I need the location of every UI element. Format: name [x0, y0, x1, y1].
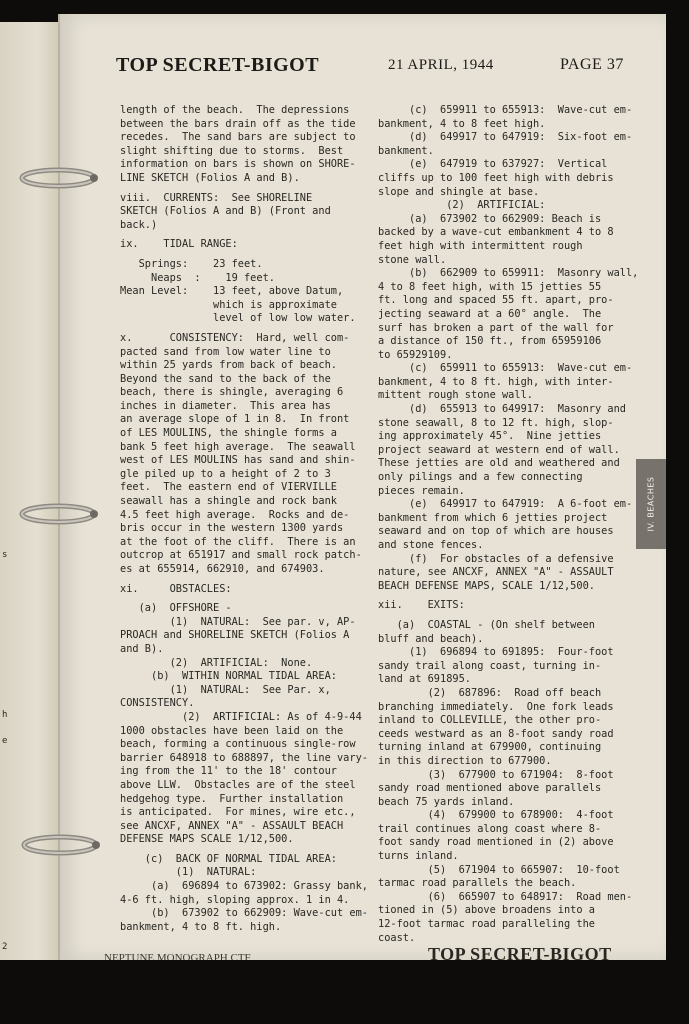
text-line: trail continues along coast where 8- — [378, 822, 602, 835]
text-line: stone seawall, 8 to 12 ft. high, slop- — [378, 416, 614, 429]
text-line: (1) NATURAL: See Par. x, — [120, 683, 331, 696]
text-line: above LLW. Obstacles are of the steel — [120, 778, 356, 791]
text-line: feet high with intermittent rough — [378, 239, 583, 252]
text-line: (1) 696894 to 691895: Four-foot — [378, 646, 614, 659]
text-line: (2) ARTIFICIAL: — [378, 199, 546, 212]
text-line: stone wall. — [378, 253, 447, 266]
text-line: information on bars is shown on SHORE- — [120, 158, 356, 171]
text-line: (e) 649917 to 647919: A 6-foot em- — [378, 498, 633, 511]
text-line: jecting seaward at a 60° angle. The — [378, 307, 602, 320]
text-line: ft. long and spaced 55 ft. apart, pro- — [378, 294, 614, 307]
text-line: 12-foot tarmac road paralleling the — [378, 918, 595, 931]
text-line: (1) NATURAL: — [120, 866, 257, 879]
text-line: and stone fences. — [378, 539, 484, 551]
text-line: turning inland at 679900, continuing — [378, 741, 602, 754]
text-line: barrier 648918 to 688897, the line vary- — [120, 751, 368, 764]
text-line: (f) For obstacles of a defensive — [378, 552, 614, 565]
text-line: PROACH and SHORELINE SKETCH (Folios A — [120, 629, 350, 642]
text-line: (3) 677900 to 671904: 8-foot — [378, 768, 614, 781]
text-line: sandy road mentioned above parallels — [378, 782, 602, 795]
text-line: bankment. — [378, 144, 434, 157]
text-line: (2) 687896: Road off beach — [378, 686, 602, 699]
text-line: ing approximately 45°. Nine jetties — [378, 430, 602, 443]
text-line: ix. TIDAL RANGE: — [120, 238, 238, 251]
text-line: CONSISTENCY. — [120, 697, 195, 710]
text-line: tioned in (5) above broadens into a — [378, 904, 595, 917]
text-line: slight shifting due to storms. Best — [120, 144, 344, 157]
text-line: hedgehog type. Further installation — [120, 792, 344, 805]
text-line: (b) WITHIN NORMAL TIDAL AREA: — [120, 670, 337, 683]
text-line: foot sandy road mentioned in (2) above — [378, 836, 614, 849]
text-line: (a) OFFSHORE - — [120, 602, 232, 615]
page-number: PAGE 37 — [560, 56, 624, 73]
text-line: seawall has a shingle and rock bank — [120, 495, 337, 508]
text-line: (c) BACK OF NORMAL TIDAL AREA: — [120, 852, 337, 865]
footer-note: NEPTUNE MONOGRAPH CTF — [104, 952, 251, 960]
text-line: recedes. The sand bars are subject to — [120, 131, 356, 144]
text-line: between the bars drain off as the tide — [120, 117, 356, 130]
text-line: (5) 671904 to 665907: 10-foot — [378, 863, 620, 876]
text-column-left — [120, 104, 366, 934]
text-line: in this direction to 677900. — [378, 754, 552, 767]
text-line: (2) ARTIFICIAL: As of 4-9-44 — [120, 710, 362, 723]
text-line: DEFENSE MAPS SCALE 1/12,500. — [120, 833, 294, 846]
page-fragment: 2 — [2, 942, 8, 952]
text-line: (a) 673902 to 662909: Beach is — [378, 212, 602, 225]
text-line: turns inland. — [378, 850, 459, 863]
text-line: west of LES MOULINS has sand and shin- — [120, 454, 356, 467]
text-line: xii. EXITS: — [378, 599, 465, 612]
text-line: (2) ARTIFICIAL: None. — [120, 656, 313, 669]
text-line: 4-6 ft. high, sloping approx. 1 in 4. — [120, 893, 350, 906]
text-line: (b) 662909 to 659911: Masonry wall, — [378, 267, 639, 280]
text-line: bankment, 4 to 8 feet high. — [378, 117, 546, 130]
text-line: (a) COASTAL - (On shelf between — [378, 618, 595, 631]
page-fragment: h — [2, 710, 8, 720]
text-line: cliffs up to 100 feet high with debris — [378, 171, 614, 184]
text-line: see ANCXF, ANNEX "A" - ASSAULT BEACH — [120, 819, 344, 832]
text-line: (6) 665907 to 648917: Road men- — [378, 890, 633, 903]
text-line: coast. — [378, 931, 416, 944]
text-line: beach, there is shingle, averaging 6 — [120, 386, 344, 399]
page-fragment: e — [2, 736, 8, 746]
text-line: Neaps : 19 feet. — [120, 271, 275, 284]
text-line: of LES MOULINS, the shingle forms a — [120, 427, 337, 440]
text-line: ing from the 11' to the 18' contour — [120, 765, 337, 778]
text-line: Springs: 23 feet. — [120, 257, 263, 270]
text-line: pacted sand from low water line to — [120, 345, 331, 358]
text-line: inland to COLLEVILLE, the other pro- — [378, 714, 602, 727]
text-line: These jetties are old and weathered and — [378, 457, 620, 470]
text-line: bluff and beach). — [378, 632, 484, 645]
text-line: inches in diameter. This area has — [120, 399, 331, 412]
text-line: only pilings and a few connecting — [378, 471, 583, 484]
page-footer — [60, 944, 666, 960]
section-tab-label: IV. BEACHES — [646, 476, 656, 532]
text-line: tarmac road parallels the beach. — [378, 877, 577, 890]
text-line: (a) 696894 to 673902: Grassy bank, — [120, 880, 368, 893]
text-line: (e) 647919 to 637927: Vertical — [378, 158, 608, 171]
text-line: BEACH DEFENSE MAPS, SCALE 1/12,500. — [378, 579, 595, 592]
text-line: x. CONSISTENCY: Hard, well com- — [120, 331, 350, 344]
text-line: gle piled up to a height of 2 to 3 — [120, 467, 331, 480]
text-line: viii. CURRENTS: See SHORELINE — [120, 191, 313, 204]
text-line: (4) 679900 to 678900: 4-foot — [378, 809, 614, 822]
text-line: (b) 673902 to 662909: Wave-cut em- — [120, 907, 368, 920]
text-line: (d) 655913 to 649917: Masonry and — [378, 403, 626, 416]
text-line: a distance of 150 ft., from 65959106 — [378, 335, 602, 348]
text-line: bankment from which 6 jetties project — [378, 511, 608, 524]
text-line: pieces remain. — [378, 484, 465, 497]
text-line: seaward and on top of which are houses — [378, 525, 614, 538]
text-line: and B). — [120, 642, 164, 655]
text-line: bankment, 4 to 8 ft. high, with inter- — [378, 375, 614, 388]
text-line: surf has broken a part of the wall for — [378, 321, 614, 334]
text-line: slope and shingle at base. — [378, 185, 540, 198]
text-line: level of low low water. — [120, 312, 356, 325]
text-line: (d) 649917 to 647919: Six-foot em- — [378, 131, 633, 144]
text-line: (c) 659911 to 655913: Wave-cut em- — [378, 104, 633, 116]
text-line: Mean Level: 13 feet, above Datum, — [120, 285, 344, 298]
page-header — [60, 54, 666, 84]
section-tab[interactable] — [636, 459, 666, 549]
text-line: LINE SKETCH (Folios A and B). — [120, 171, 300, 184]
text-line: which is approximate — [120, 298, 337, 311]
text-line: beach, forming a continuous single-row — [120, 738, 356, 751]
text-line: es at 655914, 662910, and 674903. — [120, 563, 325, 575]
text-line: an average slope of 1 in 8. In front — [120, 413, 350, 426]
previous-page-edge — [0, 22, 62, 960]
text-line: ceeds westward as an 8-foot sandy road — [378, 727, 614, 740]
text-line: (c) 659911 to 655913: Wave-cut em- — [378, 362, 633, 375]
footer-classification: TOP SECRET-BIGOT — [428, 944, 612, 960]
text-line: branching immediately. One fork leads — [378, 700, 614, 713]
text-line: back.) — [120, 218, 158, 231]
text-line: feet. The eastern end of VIERVILLE — [120, 481, 337, 494]
text-line: within 25 yards from back of beach. — [120, 359, 337, 372]
document-page — [58, 14, 666, 960]
text-line: bank 5 feet high average. The seawall — [120, 440, 356, 453]
text-line: project seaward at western end of wall. — [378, 443, 620, 456]
text-line: SKETCH (Folios A and B) (Front and — [120, 205, 331, 218]
text-line: at the foot of the cliff. There is an — [120, 535, 356, 548]
text-line: is anticipated. For mines, wire etc., — [120, 806, 356, 819]
text-line: backed by a wave-cut embankment 4 to 8 — [378, 226, 614, 239]
text-line: 4 to 8 feet high, with 15 jetties 55 — [378, 280, 602, 293]
text-column-right — [378, 104, 639, 945]
text-line: Beyond the sand to the back of the — [120, 372, 331, 385]
text-line: 4.5 feet high average. Rocks and de- — [120, 508, 350, 521]
text-line: to 65929109. — [378, 348, 453, 361]
text-line: bris occur in the western 1300 yards — [120, 522, 344, 535]
text-line: beach 75 yards inland. — [378, 795, 515, 808]
classification-title: TOP SECRET-BIGOT — [116, 54, 320, 76]
page-fragment: s — [2, 550, 8, 560]
text-line: mittent rough stone wall. — [378, 389, 533, 402]
document-date: 21 APRIL, 1944 — [388, 57, 494, 73]
text-line: 1000 obstacles have been laid on the — [120, 724, 344, 737]
text-line: bankment, 4 to 8 ft. high. — [120, 920, 282, 933]
text-line: length of the beach. The depressions — [120, 104, 350, 116]
text-line: nature, see ANCXF, ANNEX "A" - ASSAULT — [378, 566, 614, 579]
text-line: sandy trail along coast, turning in- — [378, 659, 602, 672]
text-line: land at 691895. — [378, 673, 471, 686]
text-line: (1) NATURAL: See par. v, AP- — [120, 615, 356, 628]
text-line: outcrop at 651917 and small rock patch- — [120, 549, 362, 562]
text-line: xi. OBSTACLES: — [120, 582, 232, 595]
